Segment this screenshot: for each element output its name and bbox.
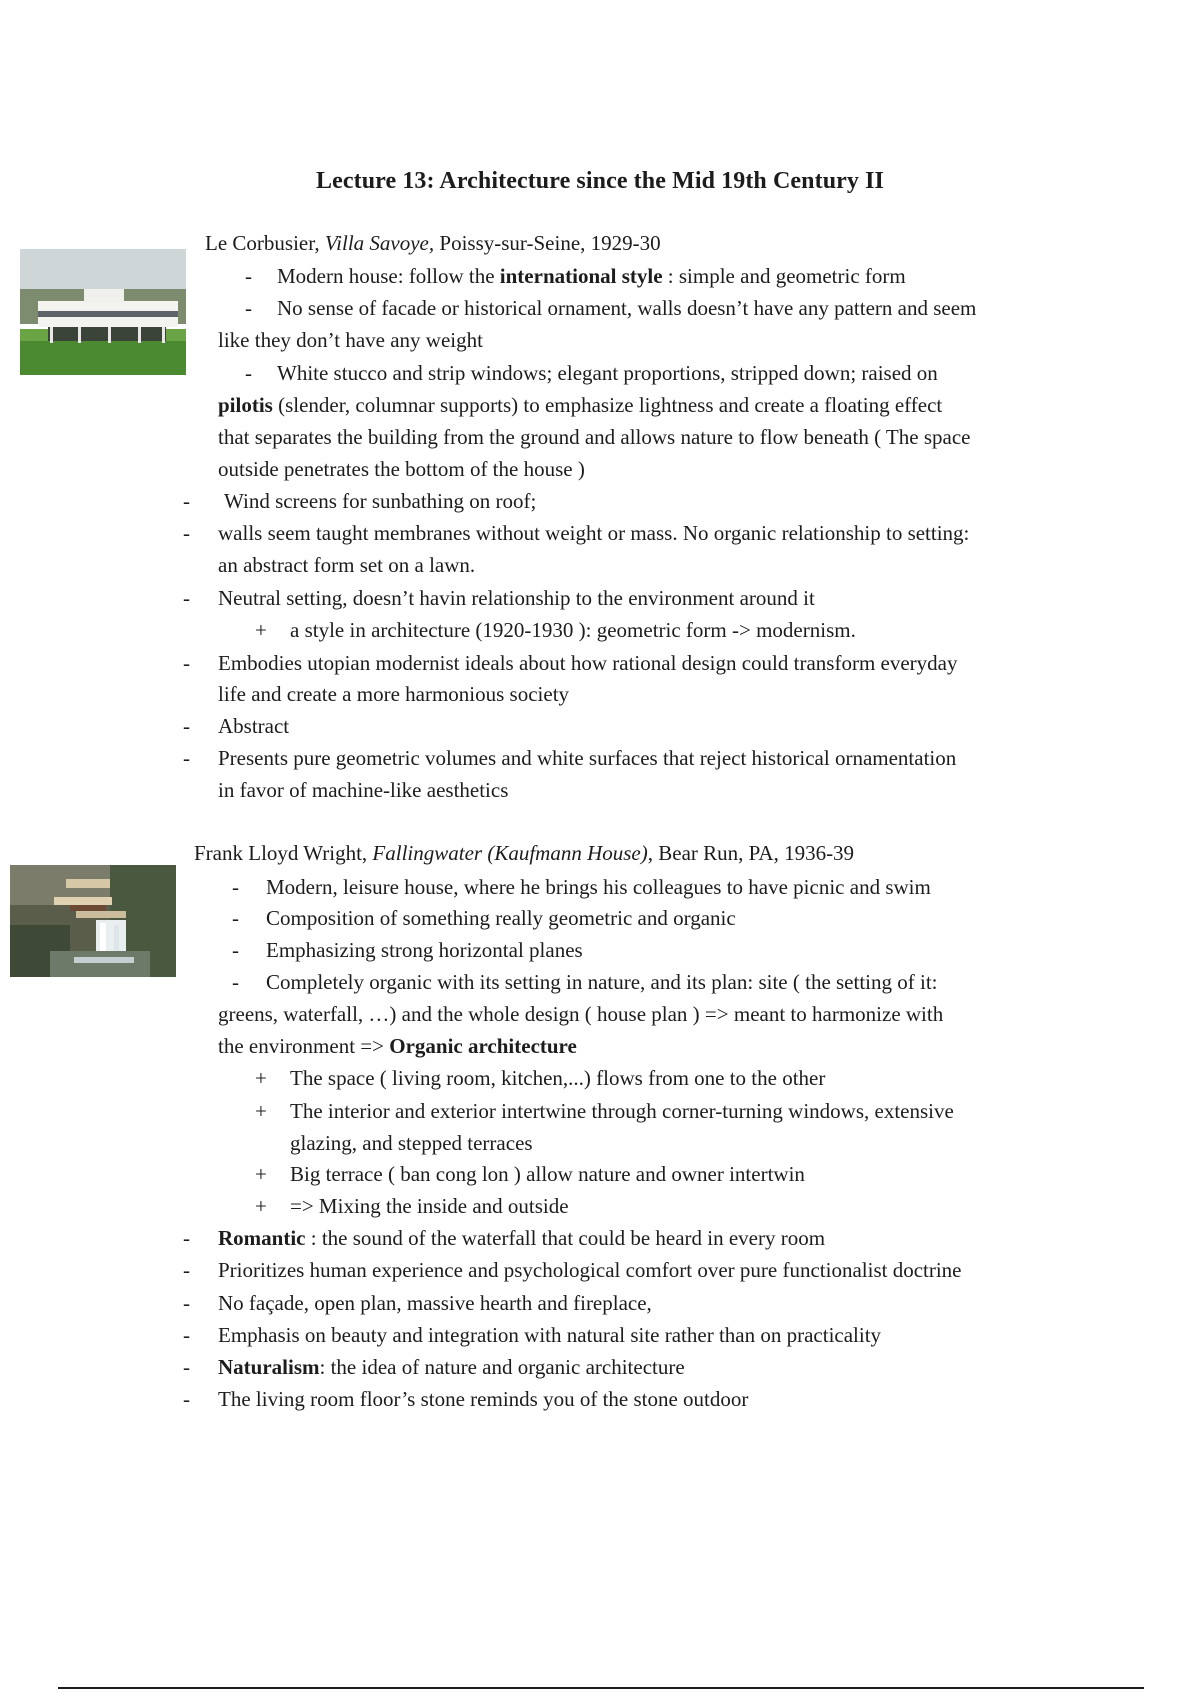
sub-bullet-plus: + xyxy=(255,1162,267,1186)
fallingwater-photo xyxy=(10,865,176,977)
bullet-dash: - xyxy=(232,970,239,994)
bullet-dash: - xyxy=(183,1258,190,1282)
sub-bullet-text: The interior and exterior intertwine through corner-turning windows, extensive xyxy=(290,1099,954,1123)
bullet-text: Emphasizing strong horizontal planes xyxy=(266,938,583,962)
sub-bullet-text: Big terrace ( ban cong lon ) allow nature and owner intertwin xyxy=(290,1162,805,1186)
sub-bullet-text: The space ( living room, kitchen,...) flows from one to the other xyxy=(290,1066,826,1090)
bullet-dash: - xyxy=(245,264,252,288)
sub-bullet-text: a style in architecture (1920-1930 ): geometric form -> modernism. xyxy=(290,618,856,642)
bullet-dash: - xyxy=(183,651,190,675)
bullet-dash: - xyxy=(245,296,252,320)
villa-savoye-photo xyxy=(20,249,186,375)
bullet-text: White stucco and strip windows; elegant proportions, stripped down; raised on xyxy=(277,361,938,385)
bullet-text-cont: outside penetrates the bottom of the house ) xyxy=(218,457,585,481)
bullet-text-cont: that separates the building from the ground and allows nature to flow beneath ( The space xyxy=(218,425,971,449)
sub-bullet-text-cont: glazing, and stepped terraces xyxy=(290,1131,533,1155)
bullet-text: Emphasis on beauty and integration with natural site rather than on practicality xyxy=(218,1323,882,1347)
bullet-text: walls seem taught membranes without weight or mass. No organic relationship to setting: xyxy=(218,521,970,545)
sub-bullet-plus: + xyxy=(255,1194,267,1218)
sub-bullet-plus: + xyxy=(255,618,267,642)
page-title: Lecture 13: Architecture since the Mid 19th Century II xyxy=(316,168,884,194)
bullet-dash: - xyxy=(183,1387,190,1411)
bullet-dash: - xyxy=(232,938,239,962)
bullet-text: Composition of something really geometric and organic xyxy=(266,906,736,930)
bullet-text-cont: like they don’t have any weight xyxy=(218,328,483,352)
bullet-text-cont: greens, waterfall, …) and the whole design ( house plan ) => meant to harmonize with xyxy=(218,1002,944,1026)
bullet-text: Prioritizes human experience and psychological comfort over pure functionalist doctrine xyxy=(218,1258,962,1282)
bullet-text-cont: the environment => Organic architecture xyxy=(218,1034,577,1058)
bullet-dash: - xyxy=(183,1291,190,1315)
bullet-text: The living room floor’s stone reminds you of the stone outdoor xyxy=(218,1387,749,1411)
bullet-dash: - xyxy=(183,521,190,545)
bullet-dash: - xyxy=(183,1355,190,1379)
bullet-text: Completely organic with its setting in nature, and its plan: site ( the setting of it: xyxy=(266,970,938,994)
sub-bullet-text: => Mixing the inside and outside xyxy=(290,1194,569,1218)
bullet-dash: - xyxy=(183,586,190,610)
bullet-text: No sense of facade or historical ornament, walls doesn’t have any pattern and seem xyxy=(277,296,977,320)
bullet-text: Neutral setting, doesn’t havin relationship to the environment around it xyxy=(218,586,815,610)
bullet-dash: - xyxy=(232,875,239,899)
bullet-dash: - xyxy=(183,714,190,738)
bullet-text: Wind screens for sunbathing on roof; xyxy=(224,489,537,513)
bullet-dash: - xyxy=(183,746,190,770)
bottom-rule xyxy=(58,1687,1144,1689)
bullet-dash: - xyxy=(183,1323,190,1347)
bullet-dash: - xyxy=(183,1226,190,1250)
bullet-text: Modern, leisure house, where he brings his colleagues to have picnic and swim xyxy=(266,875,931,899)
bullet-text-cont: an abstract form set on a lawn. xyxy=(218,553,476,577)
section-1-header: Le Corbusier, Villa Savoye, Poissy-sur-Seine, 1929-30 xyxy=(205,231,661,255)
bullet-dash: - xyxy=(245,361,252,385)
bullet-text-cont: life and create a more harmonious society xyxy=(218,682,570,706)
bullet-dash: - xyxy=(232,906,239,930)
sub-bullet-plus: + xyxy=(255,1066,267,1090)
bullet-text: No façade, open plan, massive hearth and fireplace, xyxy=(218,1291,652,1315)
bullet-text-cont: pilotis (slender, columnar supports) to emphasize lightness and create a floating effect xyxy=(218,393,943,417)
bullet-text: Presents pure geometric volumes and white surfaces that reject historical ornamentation xyxy=(218,746,957,770)
bullet-text-cont: in favor of machine-like aesthetics xyxy=(218,778,509,802)
bullet-text: Naturalism: the idea of nature and organic architecture xyxy=(218,1355,685,1379)
section-2-header: Frank Lloyd Wright, Fallingwater (Kaufmann House), Bear Run, PA, 1936-39 xyxy=(194,841,855,865)
bullet-text: Embodies utopian modernist ideals about how rational design could transform everyday xyxy=(218,651,958,675)
bullet-text: Modern house: follow the international style : simple and geometric form xyxy=(277,264,906,288)
sub-bullet-plus: + xyxy=(255,1099,267,1123)
bullet-text: Romantic : the sound of the waterfall that could be heard in every room xyxy=(218,1226,826,1250)
bullet-dash: - xyxy=(183,489,190,513)
bullet-text: Abstract xyxy=(218,714,290,738)
